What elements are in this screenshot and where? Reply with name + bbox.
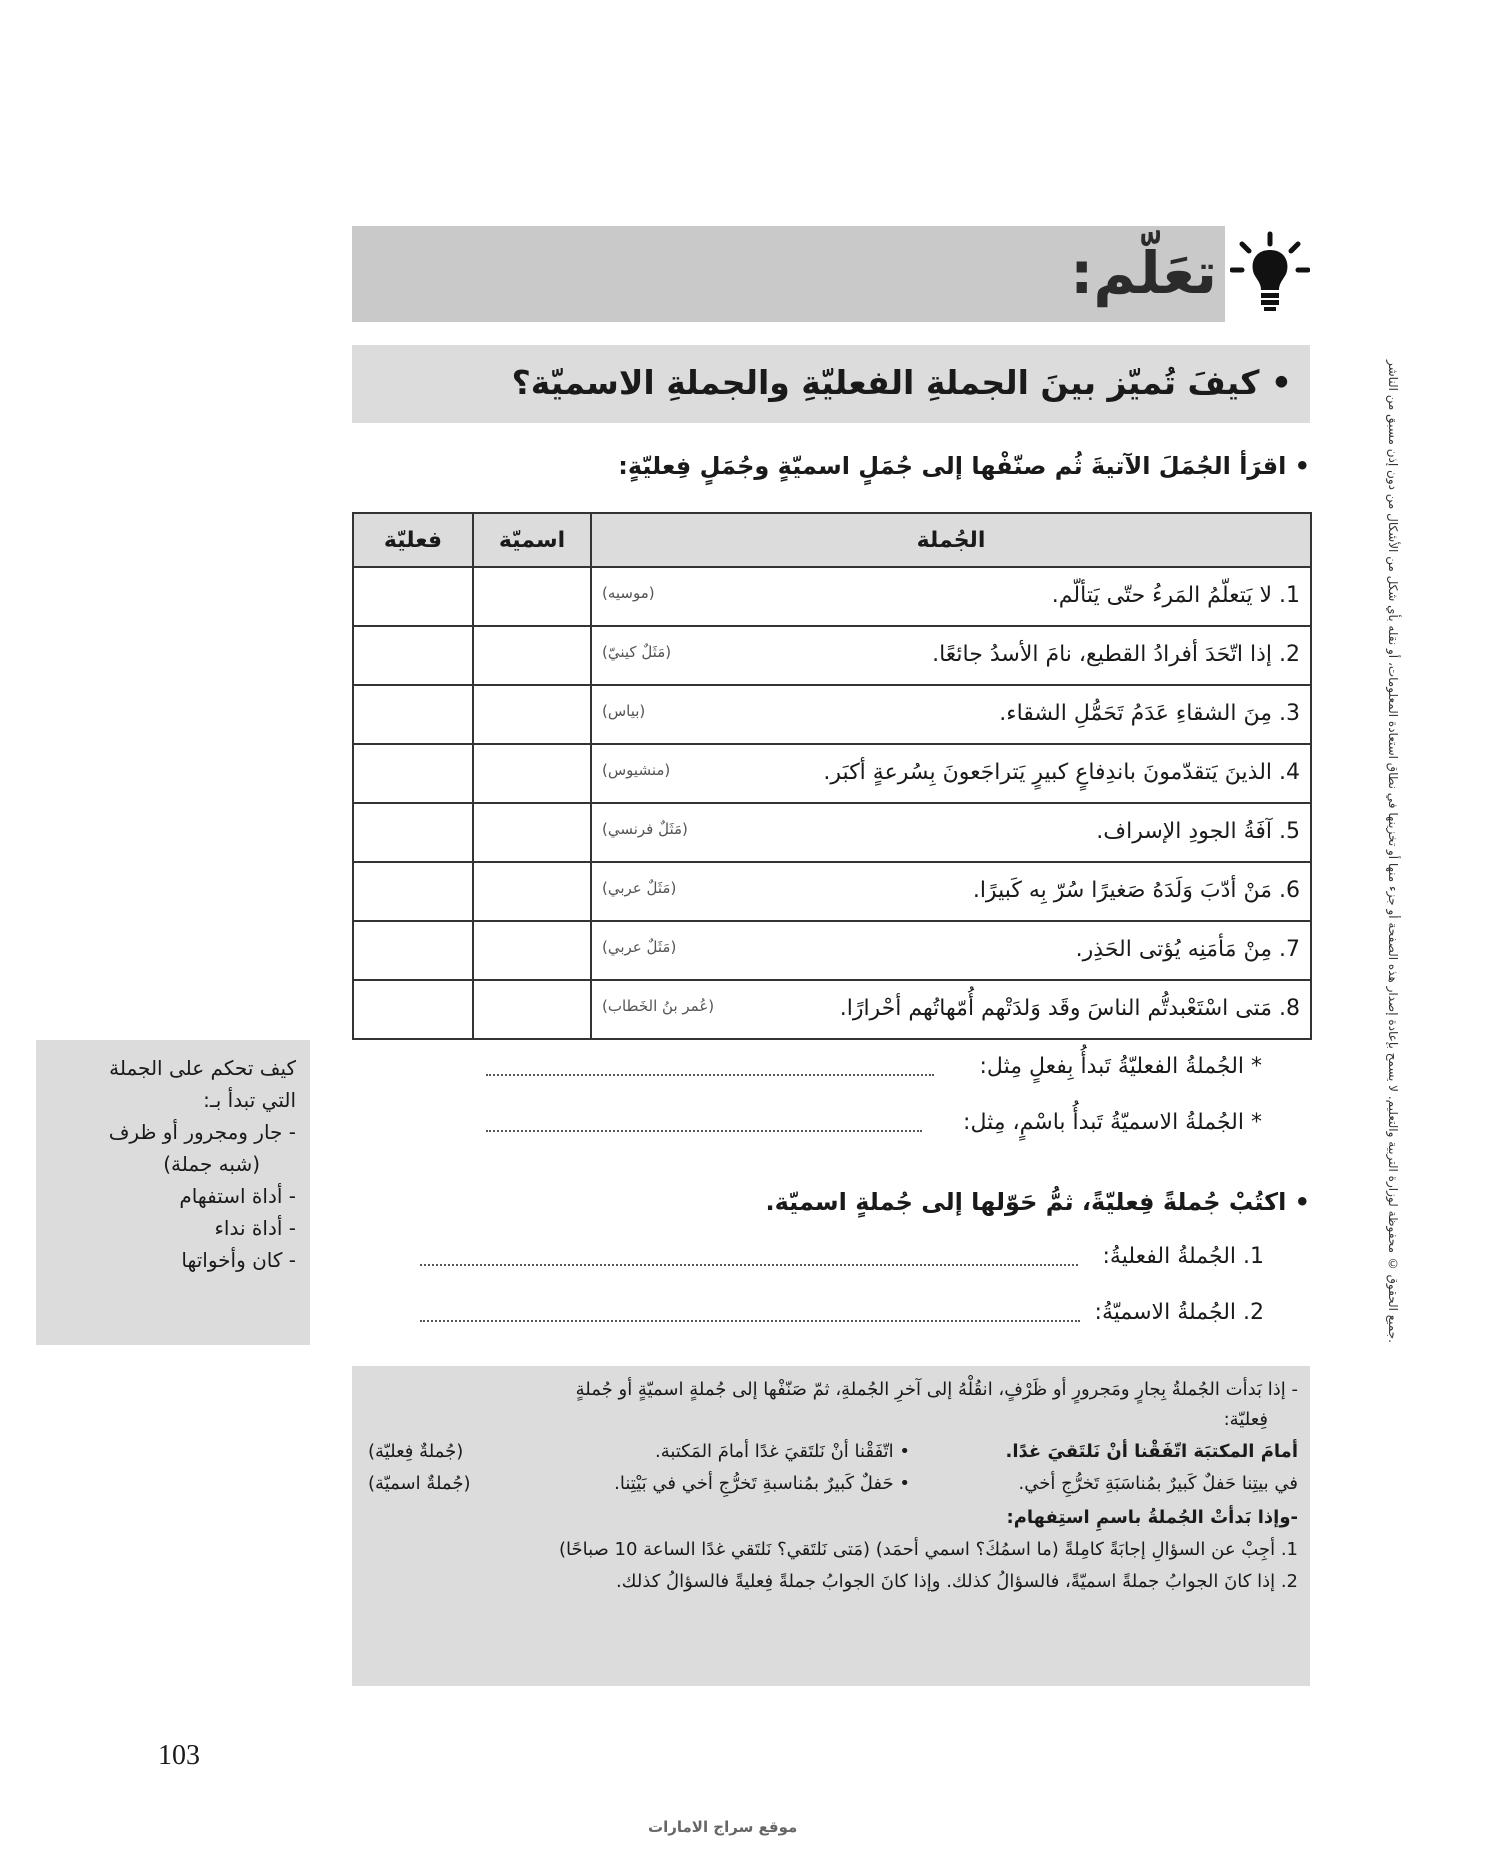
sentence-text: 4. الذينَ يَتقدّمونَ باندِفاعٍ كبيرٍ يَتراجَعونَ بِسُرعةٍ أكبَر.	[823, 760, 1300, 785]
note-line: 1. أجِبْ عن السؤالِ إجابَةً كامِلةً (ما اسمُكَ؟ اسمي أحمَد) (مَتى نَلتَقي؟ نَلتَقي غدًا الساعة 10 صباحًا)	[558, 1539, 1298, 1560]
verbal-answer-cell[interactable]	[353, 862, 473, 921]
learn-banner	[352, 226, 1225, 322]
verbal-answer-cell[interactable]	[353, 921, 473, 980]
sentence-cell	[591, 980, 1311, 1039]
verbal-rule: * الجُملةُ الفعليّةُ تَبدأُ بِفعلٍ مِثل:	[979, 1054, 1262, 1079]
question-heading: • كيفَ تُميّز بينَ الجملةِ الفعليّةِ والجملةِ الاسميّة؟	[511, 363, 1292, 402]
note-line: 2. إذا كانَ الجوابُ جملةً اسميّةً، فالسؤالُ كذلك. وإذا كانَ الجوابُ جملةً فِعليةً فالسؤالُ كذلك.	[615, 1571, 1298, 1592]
write-task-instruction: • اكتُبْ جُملةً فِعليّةً، ثمُّ حَوّلها إلى جُملةٍ اسميّة.	[765, 1188, 1310, 1216]
sentence-source: (مَثَلٌ عربي)	[602, 879, 677, 897]
copyright-notice: جميع الحقوق © محفوظة لوزارة التربية والتعليم. لا يسمح بإعادة إصدار هذه الصفحة أو جزء منها أو تخزينها في نطاق استعادة المعلومات، أو نقله بأي شكل من الأشكال من دون إذن مسبق من الناشر.	[1386, 360, 1400, 1343]
sentence-cell	[591, 803, 1311, 862]
sentences-table	[352, 512, 1312, 1040]
learn-title: تعَلّم:	[1070, 239, 1217, 307]
sentence-source: (موسيه)	[602, 584, 655, 602]
grammar-note-box	[352, 1366, 1310, 1686]
nominal-answer-cell[interactable]	[473, 862, 591, 921]
sentence-cell	[591, 862, 1311, 921]
table-row	[353, 921, 1311, 980]
note-example-rewritten: • اتّفَقْنا أنْ نَلتَقيَ غدًا أمامَ المَكتبة.	[654, 1441, 910, 1462]
write-nominal-line[interactable]	[420, 1320, 1080, 1322]
sentence-cell	[591, 567, 1311, 626]
sidebar-line: - جار ومجرور أو ظرف	[108, 1120, 296, 1144]
footer-site-name: موقع سراج الامارات	[648, 1818, 798, 1836]
table-row	[353, 862, 1311, 921]
note-line: - إذا بَدأت الجُملةُ بِجارٍ ومَجرورٍ أو ظَرْفٍ، انقُلْهُ إلى آخرِ الجُملةِ، ثمّ صَنّفْها إلى جُملةٍ اسميّةٍ أو جُملةٍ	[575, 1379, 1298, 1400]
sentence-cell	[591, 921, 1311, 980]
sentence-cell	[591, 685, 1311, 744]
verbal-answer-cell[interactable]	[353, 744, 473, 803]
nominal-answer-cell[interactable]	[473, 803, 591, 862]
verbal-answer-cell[interactable]	[353, 626, 473, 685]
table-header-row	[353, 513, 1311, 567]
table-row	[353, 980, 1311, 1039]
sentence-source: (بياس)	[602, 702, 646, 720]
nominal-answer-cell[interactable]	[473, 980, 591, 1039]
note-example-rewritten: • حَفلٌ كَبيرٌ بمُناسبةِ تَخرُّجِ أخي في بَيْتِنا.	[614, 1473, 910, 1494]
write-verbal-line[interactable]	[420, 1264, 1078, 1266]
sentence-text: 3. مِنَ الشقاءِ عَدَمُ تَحَمُّلِ الشقاء.	[999, 701, 1300, 726]
sentence-text: 6. مَنْ أدّبَ وَلَدَهُ صَغيرًا سُرّ بِه كَبيرًا.	[972, 878, 1300, 903]
header-verbal: فعليّة	[353, 513, 473, 567]
table-row	[353, 685, 1311, 744]
nominal-answer-cell[interactable]	[473, 685, 591, 744]
verbal-answer-cell[interactable]	[353, 567, 473, 626]
sentence-source: (مَثَلٌ عربي)	[602, 938, 677, 956]
note-line: -وإذا بَدأتْ الجُملةُ باسمِ استِفهام:	[1006, 1507, 1298, 1528]
sidebar-line: - أداة نداء	[214, 1216, 296, 1240]
sentence-text: 1. لا يَتعلّمُ المَرءُ حتّى يَتألّم.	[1051, 583, 1300, 608]
nominal-answer-cell[interactable]	[473, 626, 591, 685]
header-sentence: الجُملة	[591, 513, 1311, 567]
sentence-text: 2. إذا اتّحَدَ أفرادُ القطيع، نامَ الأسدُ جائعًا.	[932, 642, 1300, 667]
nominal-answer-cell[interactable]	[473, 567, 591, 626]
sentence-source: (مَثَلٌ فرنسي)	[602, 820, 688, 838]
sidebar-line: - أداة استفهام	[179, 1184, 296, 1208]
table-row	[353, 803, 1311, 862]
nominal-answer-cell[interactable]	[473, 921, 591, 980]
write-nominal-label: 2. الجُملةُ الاسميّةُ:	[1094, 1300, 1264, 1325]
sidebar-line: (شبه جملة)	[163, 1152, 260, 1176]
sentence-text: 5. آفَةُ الجودِ الإسراف.	[1096, 819, 1300, 844]
sentence-cell	[591, 626, 1311, 685]
page-number: 103	[158, 1740, 200, 1771]
table-row	[353, 626, 1311, 685]
table-row	[353, 744, 1311, 803]
verbal-answer-cell[interactable]	[353, 685, 473, 744]
note-example-original: أمامَ المكتبَة اتّفَقْنا أنْ نَلتَقيَ غدًا.	[1005, 1441, 1298, 1462]
verbal-answer-cell[interactable]	[353, 980, 473, 1039]
header-nominal: اسميّة	[473, 513, 591, 567]
sidebar-tip-text	[46, 1052, 296, 1276]
question-banner	[352, 345, 1310, 423]
note-example-original: في بيتِنا حَفلٌ كَبيرٌ بمُناسَبَةِ تَخرُّجِ أخي.	[1018, 1473, 1298, 1494]
sentence-cell	[591, 744, 1311, 803]
sidebar-line: كيف تحكم على الجملة	[109, 1056, 296, 1080]
note-example-tag: (جُملةٌ فِعليّة)	[368, 1441, 464, 1462]
sidebar-tip-box	[36, 1040, 310, 1345]
sidebar-line: - كان وأخواتها	[181, 1248, 296, 1272]
lightbulb-icon	[1230, 230, 1310, 314]
sentence-source: (عُمر بنُ الخَطاب)	[602, 997, 715, 1015]
verbal-answer-cell[interactable]	[353, 803, 473, 862]
classify-instruction: • اقرَأ الجُمَلَ الآتيةَ ثُم صنّفْها إلى جُمَلٍ اسميّةٍ وجُمَلٍ فِعليّةٍ:	[618, 452, 1310, 480]
nominal-example-line[interactable]	[486, 1130, 922, 1132]
note-example-tag: (جُملةٌ اسميّة)	[368, 1473, 471, 1494]
sidebar-line: التي تبدأ بـ:	[203, 1088, 296, 1112]
nominal-rule: * الجُملةُ الاسميّةُ تَبدأُ باسْمٍ، مِثل:	[963, 1110, 1262, 1135]
write-verbal-label: 1. الجُملةُ الفعليةُ:	[1102, 1244, 1264, 1269]
sentence-text: 7. مِنْ مَأمَنِه يُؤتى الحَذِر.	[1075, 937, 1300, 962]
sentence-source: (مَثَلٌ كينيّ)	[602, 643, 672, 661]
nominal-answer-cell[interactable]	[473, 744, 591, 803]
table-row	[353, 567, 1311, 626]
note-line: فِعليّة:	[1223, 1409, 1268, 1430]
sentence-source: (منشيوس)	[602, 761, 671, 779]
verbal-example-line[interactable]	[486, 1074, 934, 1076]
sentence-text: 8. مَتى اسْتَعْبدتُّم الناسَ وقَد وَلدَتْهم أُمّهاتُهم أحْرارًا.	[839, 996, 1300, 1021]
